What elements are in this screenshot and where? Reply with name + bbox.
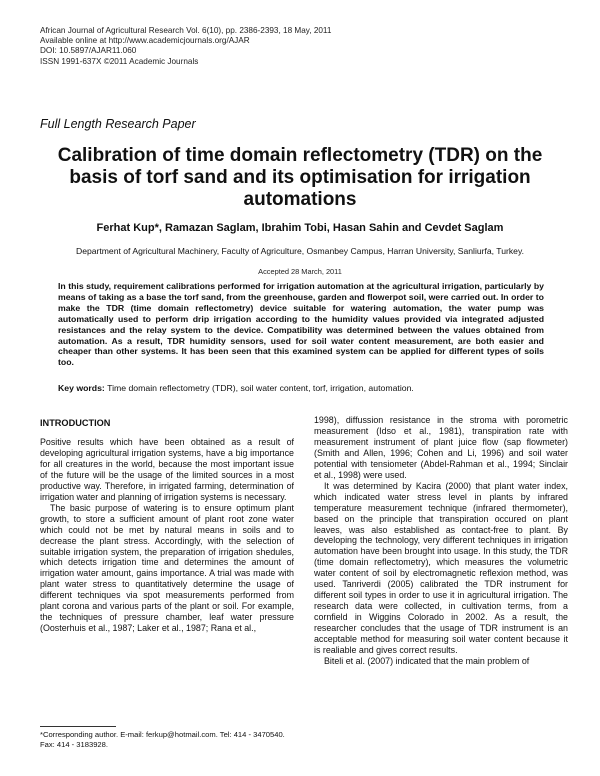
section-heading-introduction: INTRODUCTION — [40, 418, 111, 428]
paper-title: Calibration of time domain reflectometry (TDR) on the basis of torf sand and its optimisation for irrigation automations — [57, 145, 543, 210]
doi-line: DOI: 10.5897/AJAR11.060 — [40, 46, 137, 56]
paper-type: Full Length Research Paper — [40, 117, 196, 131]
right-column — [314, 415, 568, 667]
corresponding-author-footnote: *Corresponding author. E-mail: ferkup@hotmail.com. Tel: 414 - 3470540. Fax: 414 - 3183928. — [40, 730, 285, 749]
paragraph: Positive results which have been obtained as a result of developing agricultural irrigation systems, have a big importance for all creatures in the world, because the most important issue of the future will be the usage of the limited sources in a most productive way. Therefore, in irrigated farming, determination of irrigation water and planning of irrigation systems is necessary. — [40, 437, 294, 502]
keywords — [58, 383, 544, 393]
keywords-label: Key words: — [58, 383, 105, 393]
paragraph: It was determined by Kacira (2000) that plant water index, which indicated water stress level in plants by infrared temperature measurement technique (infrared thermometer), based on the principle that transpiration occured on plant leaves, was also established as contact-free to plant. By developing the technology, very different techniques in irrigation automation have been brought into usage. In this study, the TDR (time domain reflectometry), which measures the volumetric water content of soil by electromagnetic reflexion method, was used. Tanriverdi (2005) calibrated the TDR instrument for different soil types in order to use it in agricultural irrigation. The research data were collected, in cultivation terms, from a cornfield in Wiggins Colorado in 2002. As a result, the researcher concludes that the usage of TDR instrument is an acceptable method for measuring soil water content because it is realiable and gives correct results. — [314, 480, 568, 656]
affiliation: Department of Agricultural Machinery, Faculty of Agriculture, Osmanbey Campus, Harran University, Sanliurfa, Turkey. — [75, 246, 524, 256]
keywords-text: Time domain reflectometry (TDR), soil water content, torf, irrigation, automation. — [104, 383, 414, 393]
issn-line: ISSN 1991-637X ©2011 Academic Journals — [40, 56, 199, 66]
abstract: In this study, requirement calibrations performed for irrigation automation at the agricultural irrigation, particularly by means of taking as a base the torf sand, from the greenhouse, garden and flowerpot soil, were carried out. In order to make the TDR (time domain reflectometry) device suitable for watering automation, the water pump was automatically used to perform drip irrigation according to the humidity values provided via integrated adjusted resistances and the relay system to the device. Compatibility was determined between the values obtained from automation. As a result, TDR humidity sensors, used for soil water content measurement, are both easier and cheaper than other systems. It has been seen that this examined system can be applied for different types of soils too. — [58, 281, 544, 368]
journal-header — [40, 26, 331, 67]
paragraph: The basic purpose of watering is to ensure optimum plant growth, to store a sufficient amount of plant root zone water which could not be met by natural means in soils and to decrease the plant stress. Accordingly, with the selection of suitable irrigation system, the preparation of irrigation shedules, which detects irrigation time and determines the amount of irrigation water amount, gains importance. A trial was made with plant water stress to quantitatively determine the usage of different techniques via spot measurements performed from plant corona and various parts of the plant or soil. For example, the techniques of pressure chamber, leaf water pressure (Oosterhuis et al., 1987; Laker et al., 1987; Rana et al., — [40, 502, 294, 634]
author-list: Ferhat Kup*, Ramazan Saglam, Ibrahim Tobi, Hasan Sahin and Cevdet Saglam — [96, 222, 504, 234]
journal-citation: African Journal of Agricultural Research Vol. 6(10), pp. 2386-2393, 18 May, 2011 — [40, 26, 332, 35]
availability-line: Available online at http://www.academicjournals.org/AJAR — [40, 36, 250, 46]
accepted-date: Accepted 28 March, 2011 — [258, 267, 342, 276]
footnote-divider — [40, 726, 116, 727]
paragraph: Biteli et al. (2007) indicated that the main problem of — [324, 655, 530, 666]
left-column — [40, 437, 294, 634]
paragraph: 1998), diffussion resistance in the stroma with porometric measurement (Idso et al., 1981), transpiration rate with measurement instrument of plant juice flow (sap flowmeter) (Smith and Allen, 1996; Cohen and Li, 1996) and soil water potential with tensiometer (Abdel-Rahman et al., 1994; Sinclair et al., 1998) were used. — [314, 415, 568, 480]
